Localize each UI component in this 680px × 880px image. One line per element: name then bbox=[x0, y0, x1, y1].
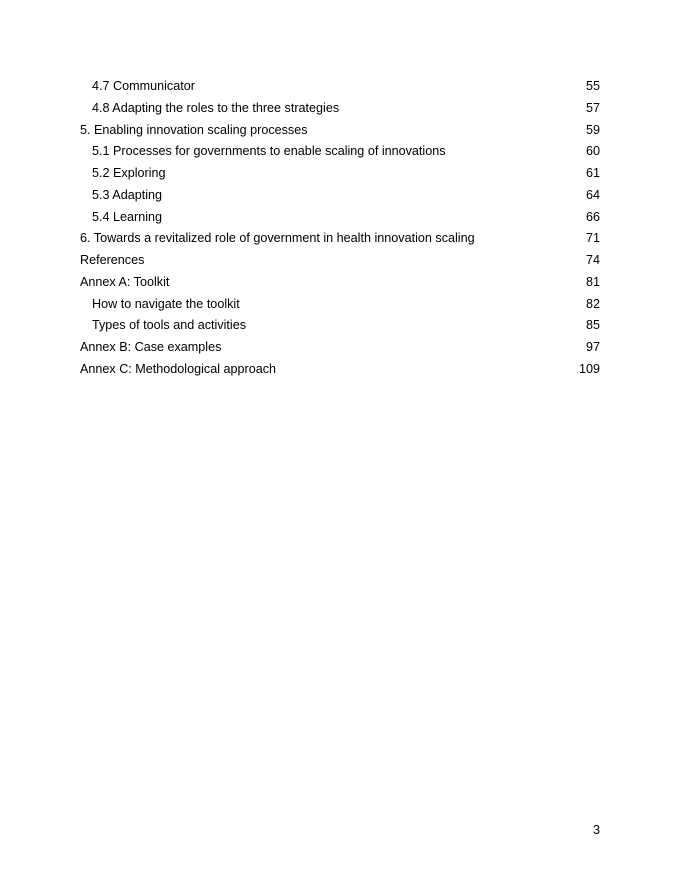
toc-entry-page: 59 bbox=[585, 122, 600, 137]
toc-entry-page: 74 bbox=[585, 253, 600, 267]
toc-entry[interactable] bbox=[80, 294, 600, 316]
toc-entry[interactable] bbox=[80, 185, 600, 207]
toc-entry-title: 5.4 Learning bbox=[92, 209, 163, 224]
toc-entry[interactable] bbox=[80, 76, 600, 98]
toc-entry-page: 81 bbox=[585, 274, 600, 289]
toc-entry[interactable] bbox=[80, 359, 600, 381]
toc-entry-page: 61 bbox=[585, 166, 600, 180]
toc-entry-title: References bbox=[80, 253, 145, 267]
toc-entry[interactable] bbox=[80, 250, 600, 272]
toc-entry-title: Types of tools and activities bbox=[92, 318, 247, 333]
toc-entry[interactable] bbox=[80, 141, 600, 163]
toc-entry-title: 5.3 Adapting bbox=[92, 187, 163, 202]
toc-entry-page: 85 bbox=[585, 318, 600, 333]
toc-entry[interactable] bbox=[80, 228, 600, 250]
toc-entry-page: 57 bbox=[585, 100, 600, 115]
toc-entry-page: 97 bbox=[585, 340, 600, 354]
toc-entry-title: 5.2 Exploring bbox=[92, 166, 166, 180]
toc-entry-title: 6. Towards a revitalized role of government in health innovation scaling bbox=[80, 231, 475, 246]
toc-entry-title: Annex A: Toolkit bbox=[80, 274, 170, 289]
toc-entry-title: How to navigate the toolkit bbox=[92, 296, 240, 311]
toc-entry-title: 4.7 Communicator bbox=[92, 79, 195, 93]
toc-entry-page: 71 bbox=[585, 231, 600, 246]
toc-entry[interactable] bbox=[80, 120, 600, 142]
toc-entry[interactable] bbox=[80, 272, 600, 294]
toc-entry-title: 5. Enabling innovation scaling processes bbox=[80, 122, 308, 137]
toc-entry-page: 55 bbox=[585, 79, 600, 93]
toc-entry-title: 5.1 Processes for governments to enable scaling of innovations bbox=[92, 144, 446, 159]
toc-entry-page: 82 bbox=[585, 296, 600, 311]
toc-entry[interactable] bbox=[80, 98, 600, 120]
toc-entry-title: Annex B: Case examples bbox=[80, 340, 222, 354]
toc-entry[interactable] bbox=[80, 315, 600, 337]
toc-entry[interactable] bbox=[80, 163, 600, 185]
toc-entry-page: 109 bbox=[578, 361, 600, 376]
toc-entry-title: Annex C: Methodological approach bbox=[80, 361, 277, 376]
table-of-contents bbox=[80, 76, 600, 381]
toc-entry[interactable] bbox=[80, 337, 600, 359]
toc-entry-page: 60 bbox=[585, 144, 600, 159]
page-number: 3 bbox=[592, 823, 600, 837]
toc-entry[interactable] bbox=[80, 207, 600, 229]
toc-entry-title: 4.8 Adapting the roles to the three strategies bbox=[92, 100, 340, 115]
toc-entry-page: 64 bbox=[585, 187, 600, 202]
toc-entry-page: 66 bbox=[585, 209, 600, 224]
